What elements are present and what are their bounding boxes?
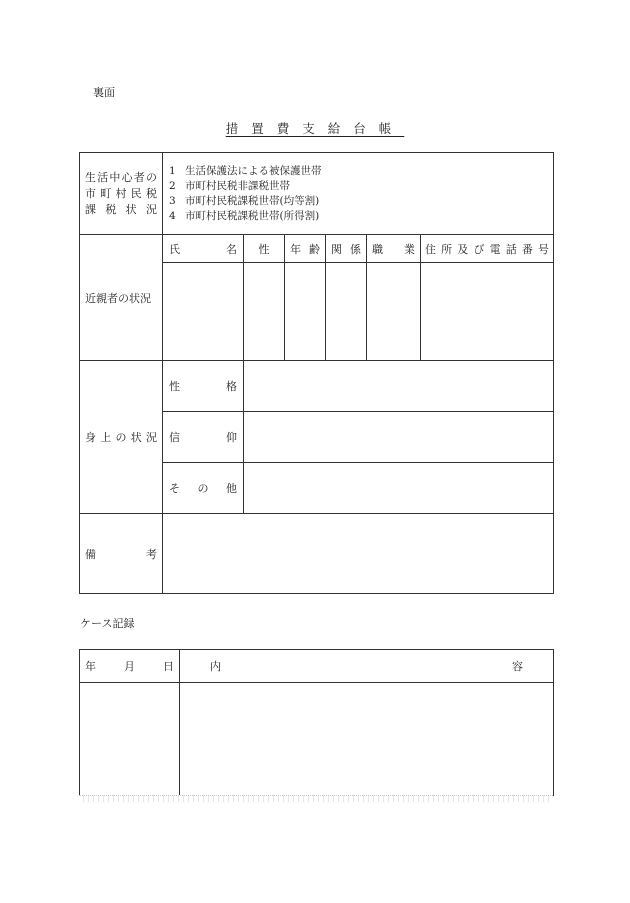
tax-status-label-line-3: 課税状況 bbox=[85, 202, 157, 216]
tax-option-1 bbox=[169, 164, 547, 179]
tax-status-row bbox=[80, 153, 554, 235]
belief-label: 信仰 bbox=[163, 412, 244, 463]
tax-option-4-text: 市町村民税課税世帯(所得割) bbox=[185, 209, 320, 222]
character-row bbox=[80, 361, 554, 412]
tax-option-3-text: 市町村民税課税世帯(均等割) bbox=[185, 194, 320, 207]
torn-edge bbox=[79, 795, 553, 802]
case-record-table bbox=[79, 649, 554, 796]
relative-name-cell[interactable] bbox=[163, 263, 244, 361]
tax-status-label bbox=[80, 153, 163, 235]
page-title bbox=[0, 119, 630, 137]
remarks-cell[interactable] bbox=[163, 514, 554, 594]
relatives-header-row bbox=[80, 235, 554, 263]
remarks-label: 備考 bbox=[80, 514, 163, 594]
other-cell[interactable] bbox=[244, 463, 554, 514]
case-date-cell[interactable] bbox=[80, 683, 180, 796]
character-label: 性格 bbox=[163, 361, 244, 412]
tax-option-2-num: 2 bbox=[169, 179, 176, 192]
relative-address-cell[interactable] bbox=[421, 263, 554, 361]
case-record-label: ケース記録 bbox=[80, 617, 135, 630]
tax-status-options bbox=[163, 153, 554, 235]
case-content-cell[interactable] bbox=[180, 683, 554, 796]
tax-option-4 bbox=[169, 209, 547, 224]
relative-sex-cell[interactable] bbox=[244, 263, 285, 361]
tax-option-2-text: 市町村民税非課税世帯 bbox=[185, 179, 290, 192]
case-year-header: 年 bbox=[85, 660, 96, 673]
col-address-header: 住所及び電話番号 bbox=[421, 235, 554, 263]
tax-option-1-text: 生活保護法による被保護世帯 bbox=[185, 164, 322, 177]
remarks-row bbox=[80, 514, 554, 594]
case-day-header: 日 bbox=[163, 660, 174, 673]
tax-status-label-line-2: 市町村民税 bbox=[85, 186, 157, 200]
col-job-header: 職業 bbox=[367, 235, 421, 263]
tax-status-label-line-1: 生活中心者の bbox=[85, 170, 157, 184]
personal-status-label: 身上の状況 bbox=[80, 361, 163, 514]
case-content-header-start: 内 bbox=[210, 660, 221, 673]
tax-option-3-num: 3 bbox=[169, 194, 176, 207]
col-relation-header: 関係 bbox=[326, 235, 367, 263]
relative-age-cell[interactable] bbox=[285, 263, 326, 361]
relative-job-cell[interactable] bbox=[367, 263, 421, 361]
belief-cell[interactable] bbox=[244, 412, 554, 463]
case-entry-row bbox=[80, 683, 554, 796]
other-label: その他 bbox=[163, 463, 244, 514]
case-content-header-end: 容 bbox=[512, 660, 523, 673]
col-age-header: 年齢 bbox=[285, 235, 326, 263]
case-header-row bbox=[80, 650, 554, 683]
relatives-label: 近親者の状況 bbox=[80, 235, 163, 361]
tax-option-2 bbox=[169, 179, 547, 194]
page-title-text: 措置費支給台帳 bbox=[225, 121, 405, 136]
tax-option-3 bbox=[169, 194, 547, 209]
side-label: 裏面 bbox=[93, 86, 115, 99]
case-date-header bbox=[80, 650, 180, 683]
tax-option-4-num: 4 bbox=[169, 209, 176, 222]
case-content-header bbox=[180, 650, 554, 683]
col-name-header: 氏名 bbox=[163, 235, 244, 263]
character-cell[interactable] bbox=[244, 361, 554, 412]
case-month-header: 月 bbox=[124, 660, 135, 673]
main-ledger-table bbox=[79, 152, 554, 594]
relative-relation-cell[interactable] bbox=[326, 263, 367, 361]
tax-option-1-num: 1 bbox=[169, 164, 176, 177]
col-sex-header: 性 bbox=[244, 235, 285, 263]
